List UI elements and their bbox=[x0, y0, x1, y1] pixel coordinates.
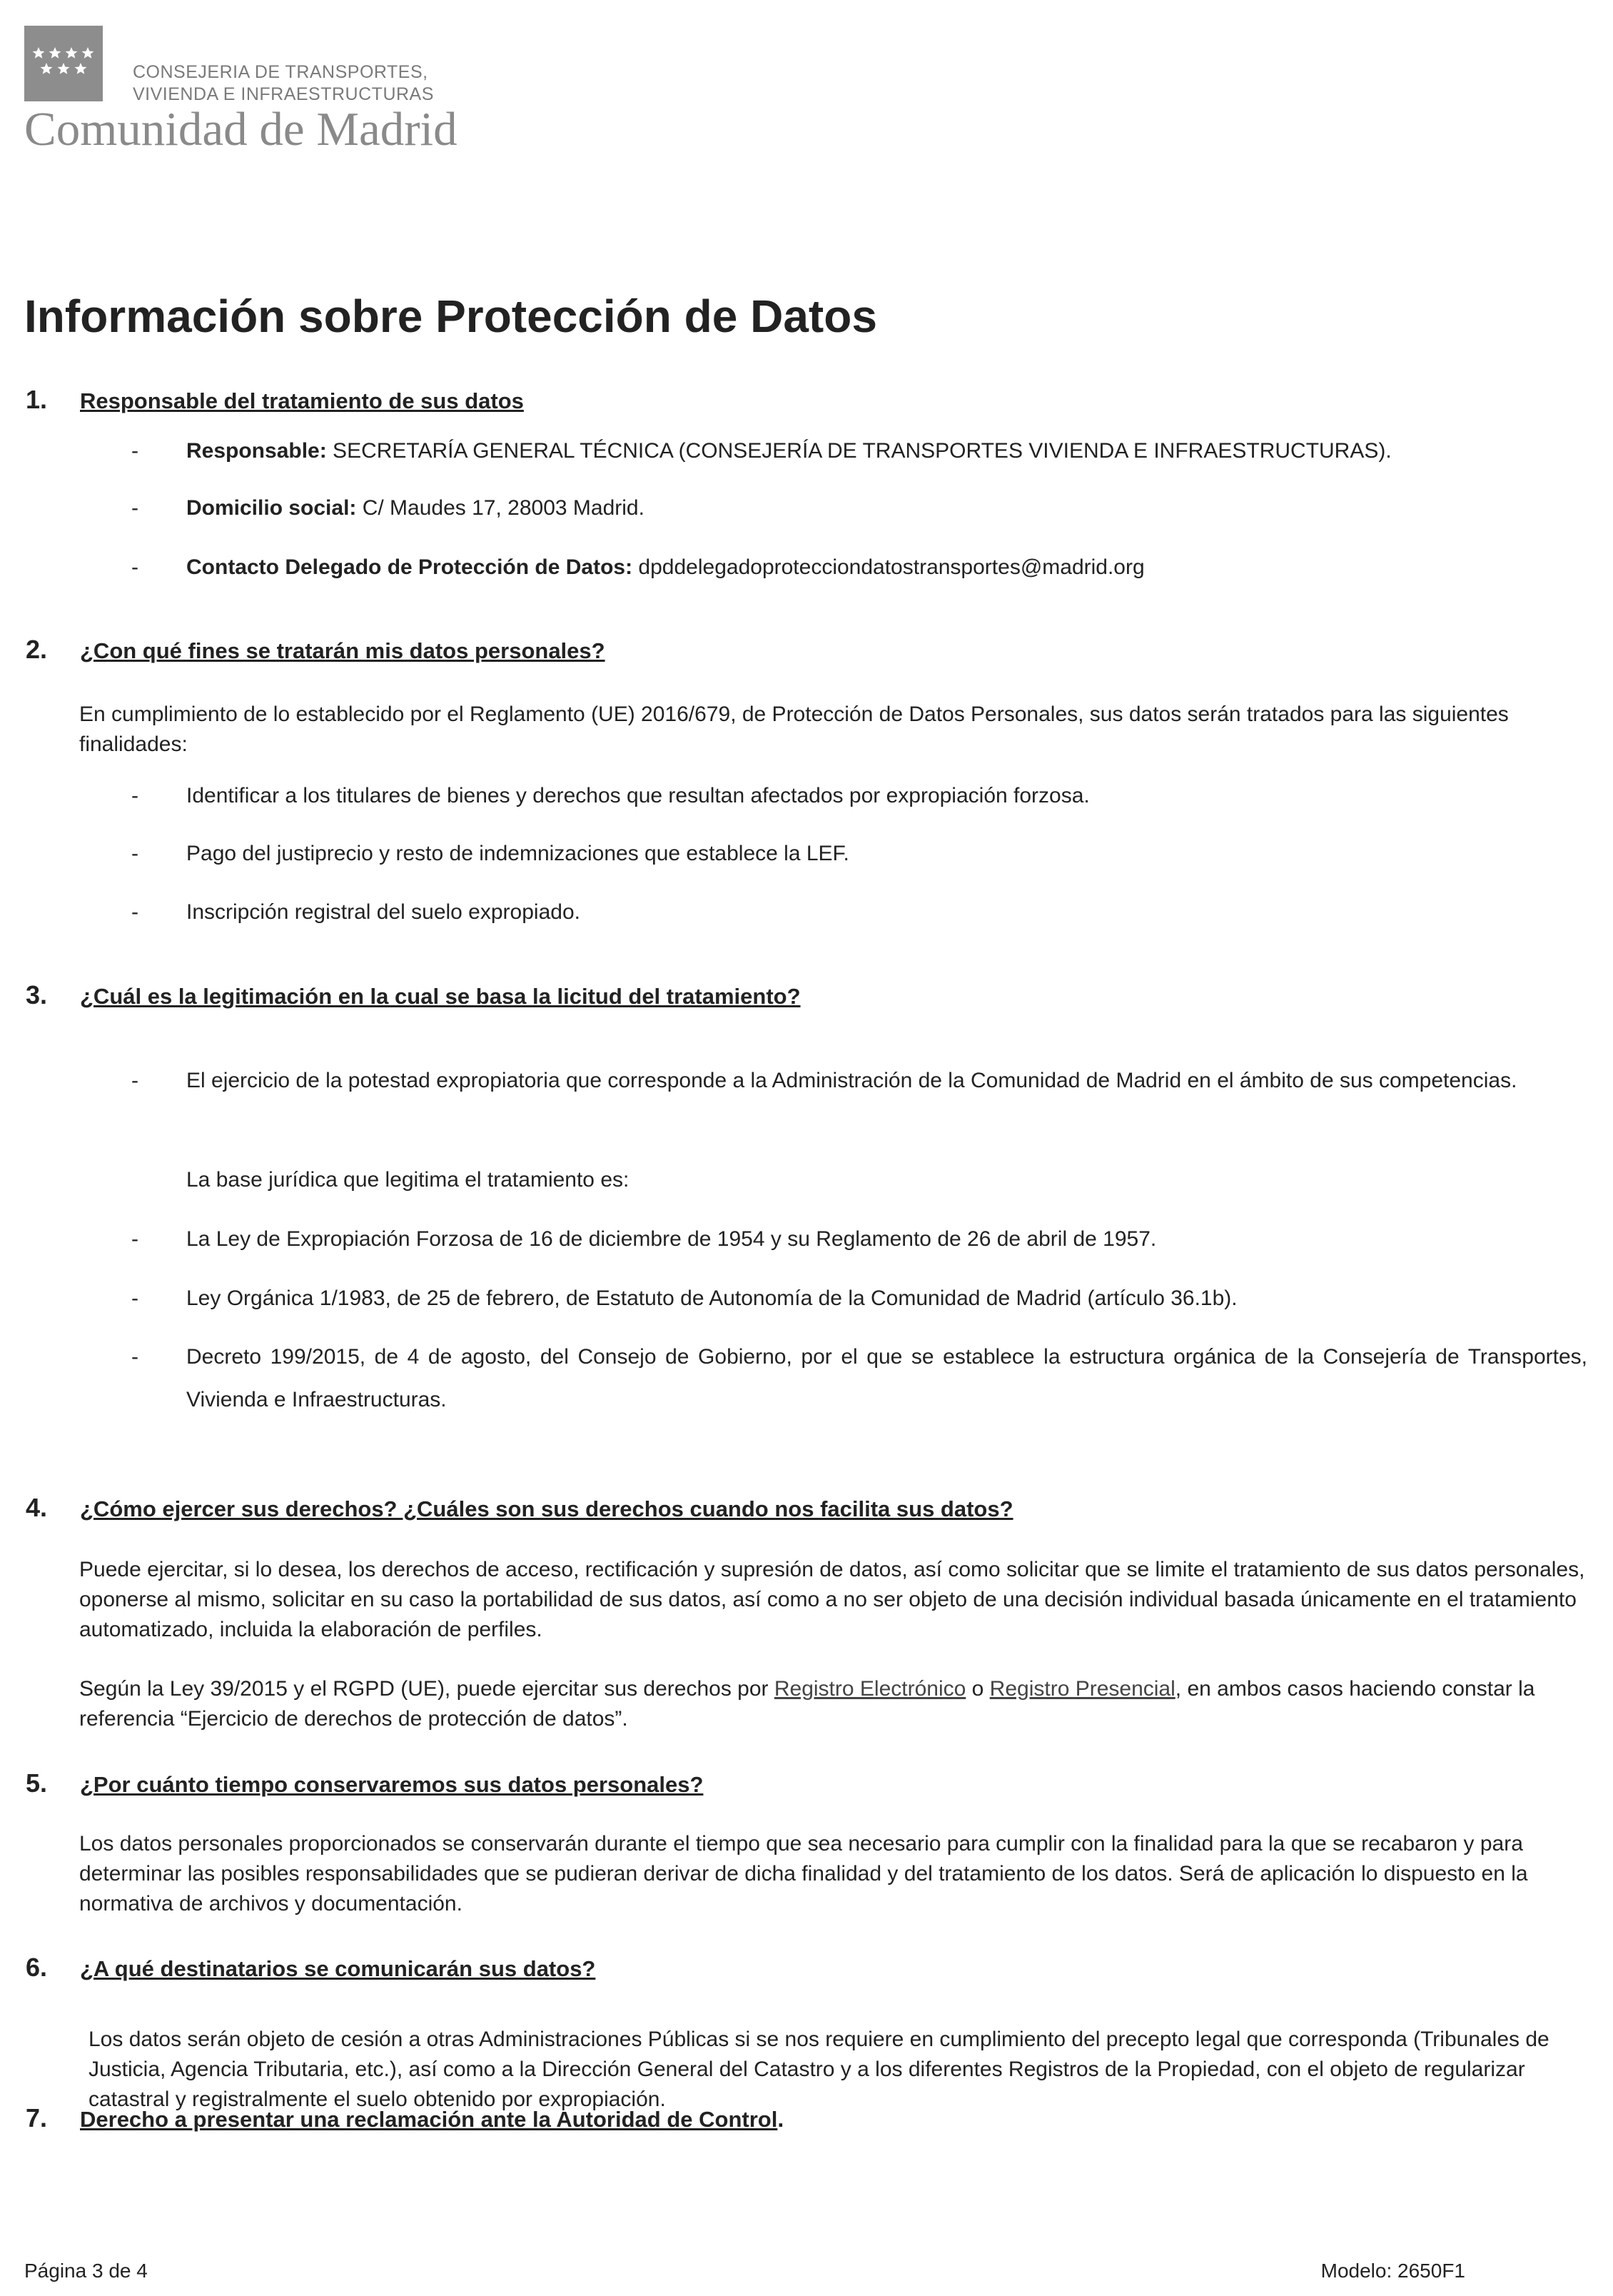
registro-electronico-link[interactable]: Registro Electrónico bbox=[774, 1677, 966, 1701]
section-5-heading bbox=[26, 1769, 703, 1799]
item-text: La Ley de Expropiación Forzosa de 16 de diciembre de 1954 y su Reglamento de 26 de abril de 1957. bbox=[186, 1227, 1157, 1251]
item-text: Inscripción registral del suelo expropiado. bbox=[186, 900, 580, 924]
section-1-heading bbox=[26, 386, 524, 416]
section-title: ¿A qué destinatarios se comunicarán sus datos? bbox=[80, 1956, 596, 1981]
stars-icon bbox=[24, 26, 103, 101]
item-label: Domicilio social: bbox=[186, 496, 357, 520]
legal-basis-intro: La base jurídica que legitima el tratamiento es: bbox=[186, 1168, 629, 1192]
section-2-heading bbox=[26, 635, 605, 665]
item-text: Decreto 199/2015, de 4 de agosto, del Consejo de Gobierno, por el que se establece la estructura orgánica de la Consejería de Transportes, Vivienda e Infraestructuras. bbox=[186, 1345, 1587, 1411]
page-number: Página 3 de 4 bbox=[24, 2260, 148, 2282]
item-text: SECRETARÍA GENERAL TÉCNICA (CONSEJERÍA DE TRANSPORTES VIVIENDA E INFRAESTRUCTURAS). bbox=[326, 439, 1392, 463]
section-number: 7. bbox=[26, 2103, 48, 2133]
department-line-1: CONSEJERIA DE TRANSPORTES, bbox=[133, 62, 428, 82]
section-2-intro: En cumplimiento de lo establecido por el Reglamento (UE) 2016/679, de Protección de Datos Personales, sus datos serán tratados para las siguientes finalidades: bbox=[79, 703, 1509, 756]
section-number: 6. bbox=[26, 1953, 48, 1982]
item-text: Pago del justiprecio y resto de indemnizaciones que establece la LEF. bbox=[186, 842, 849, 865]
text-fragment: , en ambos casos haciendo constar la referencia “Ejercicio de derechos de protección de datos”. bbox=[79, 1677, 1535, 1731]
department-name bbox=[133, 61, 434, 106]
madrid-logo bbox=[24, 26, 103, 101]
section-4-paragraph-1: Puede ejercitar, si lo desea, los derechos de acceso, rectificación y supresión de datos, así como solicitar que se limite el tratamiento de sus datos personales, oponerse al mismo, solicitar en su caso la portabilidad de sus datos, así como a no ser objeto de una decisión individual basada únicamente en el tratamiento automatizado, incluida la elaboración de perfiles. bbox=[79, 1558, 1585, 1641]
item-text: C/ Maudes 17, 28003 Madrid. bbox=[356, 496, 644, 520]
section-number: 5. bbox=[26, 1768, 48, 1798]
section-6-paragraph: Los datos serán objeto de cesión a otras Administraciones Públicas si se nos requiere en cumplimiento del precepto legal que corresponda (Tribunales de Justicia, Agencia Tributaria, etc.), así como a la Dirección General del Catastro y a los diferentes Registros de la Propiedad, con el objeto de regularizar catastral y registralmente el suelo obtenido por expropiación. bbox=[89, 2028, 1549, 2111]
section-title: Responsable del tratamiento de sus datos bbox=[80, 388, 524, 413]
item-text: El ejercicio de la potestad expropiatoria que corresponde a la Administración de la Comunidad de Madrid en el ámbito de sus competencias. bbox=[186, 1069, 1517, 1092]
section-title: ¿Cuál es la legitimación en la cual se basa la licitud del tratamiento? bbox=[80, 984, 801, 1009]
item-label: Responsable: bbox=[186, 439, 327, 463]
section-title: ¿Con qué fines se tratarán mis datos personales? bbox=[80, 638, 605, 663]
section-6-heading bbox=[26, 1953, 595, 1983]
item-text: Ley Orgánica 1/1983, de 25 de febrero, de Estatuto de Autonomía de la Comunidad de Madrid (artículo 36.1b). bbox=[186, 1287, 1238, 1310]
section-title: Derecho a presentar una reclamación ante la Autoridad de Control bbox=[80, 2107, 778, 2132]
org-name: Comunidad de Madrid bbox=[24, 103, 457, 156]
section-7-heading bbox=[26, 2104, 784, 2134]
item-text: dpddelegadoprotecciondatostransportes@madrid.org bbox=[632, 555, 1145, 579]
section-title-trail: . bbox=[777, 2106, 784, 2132]
section-title: ¿Por cuánto tiempo conservaremos sus datos personales? bbox=[80, 1772, 704, 1797]
section-4-heading bbox=[26, 1494, 1013, 1524]
section-number: 4. bbox=[26, 1493, 48, 1522]
item-text: Identificar a los titulares de bienes y derechos que resultan afectados por expropiación forzosa. bbox=[186, 784, 1090, 807]
model-code: Modelo: 2650F1 bbox=[1320, 2260, 1465, 2282]
page-title: Información sobre Protección de Datos bbox=[24, 291, 877, 342]
text-fragment: o bbox=[966, 1677, 990, 1701]
section-5-paragraph: Los datos personales proporcionados se conservarán durante el tiempo que sea necesario para cumplir con la finalidad para la que se recabaron y para determinar las posibles responsabilidades que se pudieran derivar de dicha finalidad y del tratamiento de los datos. Será de aplicación lo dispuesto en la normativa de archivos y documentación. bbox=[79, 1832, 1528, 1915]
section-4-paragraph-2 bbox=[79, 1674, 1587, 1734]
section-number: 2. bbox=[26, 635, 48, 664]
text-fragment: Según la Ley 39/2015 y el RGPD (UE), puede ejercitar sus derechos por bbox=[79, 1677, 774, 1701]
section-number: 3. bbox=[26, 980, 48, 1009]
section-title: ¿Cómo ejercer sus derechos? ¿Cuáles son sus derechos cuando nos facilita sus datos? bbox=[80, 1496, 1013, 1521]
item-label: Contacto Delegado de Protección de Datos: bbox=[186, 555, 633, 579]
section-number: 1. bbox=[26, 385, 48, 414]
registro-presencial-link[interactable]: Registro Presencial bbox=[989, 1677, 1175, 1701]
department-line-2: VIVIENDA E INFRAESTRUCTURAS bbox=[133, 84, 434, 104]
section-3-heading bbox=[26, 981, 801, 1011]
